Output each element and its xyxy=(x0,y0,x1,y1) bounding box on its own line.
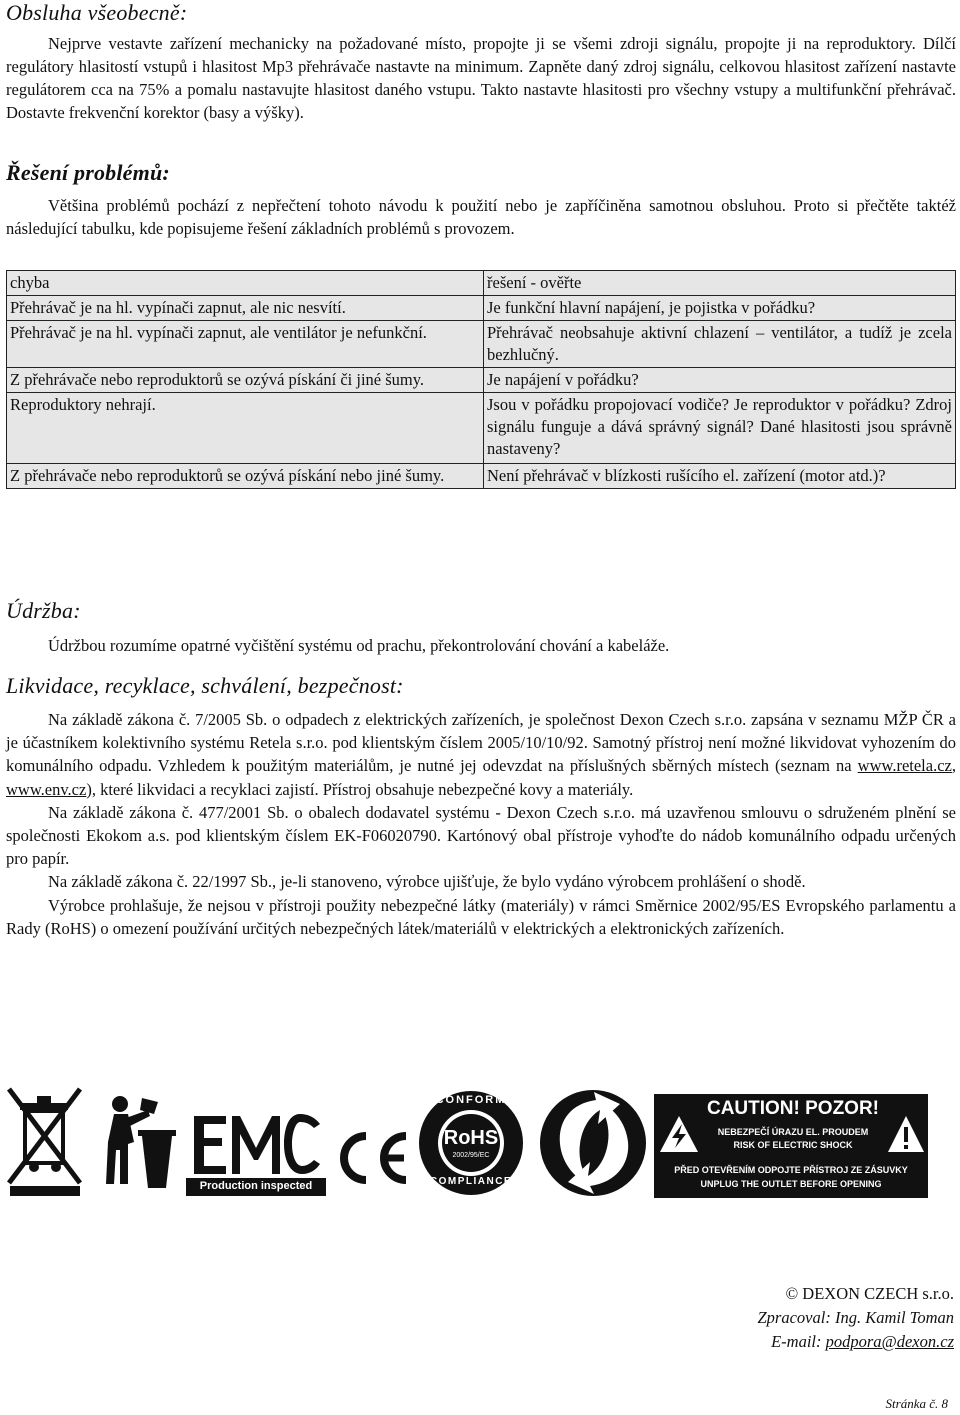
section-maintenance xyxy=(6,598,956,657)
weee-bin-icon xyxy=(6,1085,84,1197)
caution-line-3: PŘED OTEVŘENÍM ODPOJTE PŘÍSTROJ ZE ZÁSUVKY xyxy=(674,1165,908,1175)
emc-caption: Production inspected xyxy=(199,1180,313,1192)
table-cell-error: Přehrávač je na hl. vypínači zapnut, ale ventilátor je nefunkční. xyxy=(7,321,484,368)
table-cell-error: Přehrávač je na hl. vypínači zapnut, ale nic nesvítí. xyxy=(7,296,484,321)
table-cell-error: Z přehrávače nebo reproduktorů se ozývá pískání nebo jiné šumy. xyxy=(7,464,484,489)
email-line xyxy=(758,1330,955,1354)
table-cell-solution: Je funkční hlavní napájení, je pojistka v pořádku? xyxy=(484,296,956,321)
section-title-general: Obsluha všeobecně: xyxy=(6,0,188,25)
disposal-paragraph-4: Výrobce prohlašuje, že nejsou v přístroji použity nebezpečné látky (materiály) v rámci Směrnice 2002/95/ES Evropského parlamentu a Rady (RoHS) o omezení používání určitých nebezpečných látek/materiálů v elektrických a elektronických zařízeních. xyxy=(6,895,956,938)
table-cell-error: Z přehrávače nebo reproduktorů se ozývá pískání či jiné šumy. xyxy=(7,368,484,393)
problems-paragraph: Většina problémů pochází z nepřečtení tohoto návodu k použití nebo je zapříčiněna samotnou obsluhou. Proto si přečtěte taktéž následující tabulku, kde popisujeme řešení základních problémů s provozem. xyxy=(6,196,956,238)
email-label: E-mail: xyxy=(771,1332,826,1351)
env-link[interactable]: www.env.cz xyxy=(6,779,87,799)
retela-link[interactable]: www.retela.cz xyxy=(857,756,952,776)
ce-mark-icon xyxy=(332,1130,410,1186)
maintenance-paragraph: Údržbou rozumíme opatrné vyčištění systému od prachu, překontrolování chování a kabeláže. xyxy=(48,636,670,655)
caution-title: CAUTION! POZOR! xyxy=(706,1098,880,1119)
link-separator: , xyxy=(951,756,956,776)
table-row xyxy=(7,464,956,489)
table-cell-solution: Jsou v pořádku propojovací vodiče? Je reproduktor v pořádku? Zdroj signálu funguje a dává správný signál? Dané hlasitosti jsou správně nastaveny? xyxy=(484,393,956,464)
disposal-paragraph-2: Na základě zákona č. 477/2001 Sb. o obalech dodavatel systému - Dexon Czech s.r.o. má uzavřenou smlouvu o sdruženém plnění se společnosti Ekokom a.s. pod klientským číslem EK-F06020790. Kartónový obal přístroje vyhoďte do nádob komunálního odpadu určených pro papír. xyxy=(6,802,956,869)
section-general xyxy=(6,0,956,124)
section-title-problems: Řešení problémů: xyxy=(6,160,170,185)
page-number: Stránka č. 8 xyxy=(885,1396,948,1411)
table-row xyxy=(7,393,956,464)
caution-line-4: UNPLUG THE OUTLET BEFORE OPENING xyxy=(700,1179,882,1189)
company-copyright: © DEXON CZECH s.r.o. xyxy=(785,1284,954,1303)
exclamation-warning-icon xyxy=(886,1114,926,1154)
rohs-sub-text: 2002/95/EC xyxy=(452,1152,490,1159)
table-header-solution: řešení - ověřte xyxy=(484,271,956,296)
green-dot-icon xyxy=(538,1088,648,1198)
caution-line-2: RISK OF ELECTRIC SHOCK xyxy=(733,1140,853,1150)
table-cell-error: Reproduktory nehrají. xyxy=(7,393,484,464)
general-paragraph: Nejprve vestavte zařízení mechanicky na požadované místo, propojte ji se všemi zdroji signálu, propojte ji na reproduktory. Dílčí regulátory hlasitostí vstupů i hlasitost Mp3 přehrávače nastavte na minimum. Zapněte daný zdroj signálu, celkovou hlasitost zařízení nastavte regulátorem cca na 75% a pomalu nastavujte hlasitost daného vstupu. Takto nastavte hlasitosti pro všechny vstupy a multifunkční přehrávač. Dostavte frekvenční korektor (basy a výšky). xyxy=(6,34,956,122)
author-line: Zpracoval: Ing. Kamil Toman xyxy=(757,1308,954,1327)
certification-logos xyxy=(6,1080,956,1210)
disposal-paragraph-3: Na základě zákona č. 22/1997 Sb., je-li stanoveno, výrobce ujišťuje, že bylo vydáno výrobcem prohlášení o shodě. xyxy=(48,872,806,892)
disposal-paragraph-1 xyxy=(6,708,956,801)
lightning-warning-icon xyxy=(658,1114,700,1154)
rohs-bottom-text: COMPLIANCE xyxy=(429,1176,513,1187)
table-header-row xyxy=(7,271,956,296)
table-cell-solution: Je napájení v pořádku? xyxy=(484,368,956,393)
section-disposal xyxy=(6,673,956,940)
table-row xyxy=(7,321,956,368)
table-header-error: chyba xyxy=(7,271,484,296)
tidyman-icon xyxy=(98,1092,176,1192)
caution-line-1: NEBEZPEČÍ ÚRAZU EL. PROUDEM xyxy=(717,1127,869,1137)
rohs-top-text: CONFORM xyxy=(435,1094,507,1106)
disposal-text-b: ), které likvidaci a recyklaci zajistí. Přístroj obsahuje nebezpečné kovy a materiály. xyxy=(86,779,634,799)
section-problems xyxy=(6,160,956,240)
rohs-main-text: RoHS xyxy=(443,1127,499,1149)
email-link[interactable]: podpora@dexon.cz xyxy=(825,1332,954,1351)
footer xyxy=(758,1282,955,1354)
troubleshooting-table xyxy=(6,270,956,489)
disposal-text-a: Na základě zákona č. 7/2005 Sb. o odpadech z elektrických zařízeních, je společnost Dexon Czech s.r.o. zapsána v seznamu MŽP ČR a je účastníkem kolektivního systému Retela s.r.o. pod klientským číslem 2005/10/10/92. Samotný přístroj není možné likvidovat vyhozením do komunálního odpadu. Vzhledem k použitým materiálům, je nutné jej odevzdat na příslušných sběrných místech (seznam na xyxy=(6,710,956,776)
table-row xyxy=(7,296,956,321)
section-title-disposal: Likvidace, recyklace, schválení, bezpečnost: xyxy=(6,673,404,698)
table-row xyxy=(7,368,956,393)
table-cell-solution: Přehrávač neobsahuje aktivní chlazení – ventilátor, a tudíž je zcela bezhlučný. xyxy=(484,321,956,368)
table-cell-solution: Není přehrávač v blízkosti rušícího el. zařízení (motor atd.)? xyxy=(484,464,956,489)
section-title-maintenance: Údržba: xyxy=(6,598,81,623)
